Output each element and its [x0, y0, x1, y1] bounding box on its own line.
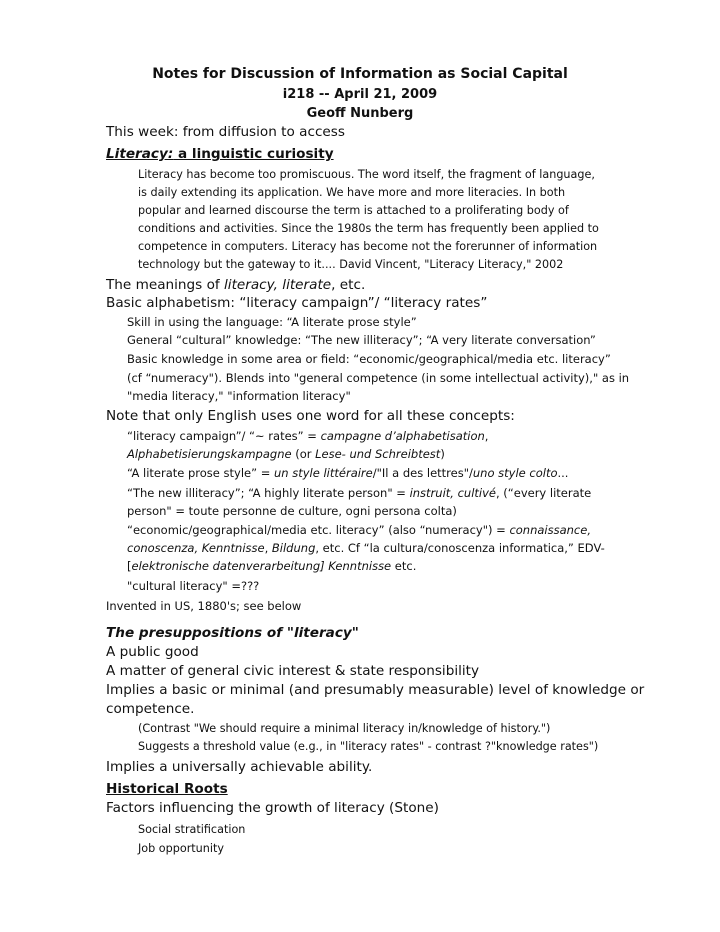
translation-line — [127, 560, 416, 574]
section-heading-historical-roots: Historical Roots — [106, 781, 228, 797]
translation-text: , (“every literate — [495, 486, 592, 500]
author-name: Geoff Nunberg — [306, 106, 414, 121]
heading-italic-part: Literacy: — [106, 146, 174, 162]
presupposition-line: A matter of general civic interest & state responsibility — [106, 663, 480, 679]
translation-text: [ — [127, 559, 132, 573]
translation-line — [127, 467, 568, 481]
quote-line: popular and learned discourse the term is attached to a proliferating body of — [138, 204, 569, 217]
document-title: Notes for Discussion of Information as Social Capital — [152, 66, 568, 82]
meanings-italic: literacy, literate — [224, 277, 332, 293]
invented-line: Invented in US, 1880's; see below — [106, 599, 302, 613]
translation-line: person" = toute personne de culture, ogni persona colta) — [127, 504, 457, 518]
presupposition-line: Implies a universally achievable ability. — [106, 759, 373, 775]
section-heading-presuppositions: The presuppositions of "literacy" — [106, 625, 359, 641]
translation-term: elektronische datenverarbeitung] Kenntnisse — [131, 559, 392, 573]
translation-line — [127, 430, 488, 444]
translation-text: , — [484, 429, 489, 443]
translation-text: ) — [440, 447, 445, 461]
quote-line: competence in computers. Literacy has become not the forerunner of information — [138, 240, 598, 253]
presupposition-line: competence. — [106, 701, 195, 717]
course-date: i218 -- April 21, 2009 — [282, 87, 438, 102]
translation-line — [127, 524, 591, 538]
translation-text: “literacy campaign”/ “~ rates” = — [127, 429, 321, 443]
meaning-item: Basic knowledge in some area or field: “economic/geographical/media etc. literacy” — [127, 352, 611, 366]
factor-item: Job opportunity — [138, 842, 224, 855]
meaning-item: "media literacy," "information literacy" — [127, 389, 351, 403]
translation-term: campagne d’alphabetisation — [320, 429, 485, 443]
quote-line: Literacy has become too promiscuous. The word itself, the fragment of language, — [138, 168, 595, 181]
meaning-item: (cf “numeracy"). Blends into "general competence (in some intellectual activity)," as in — [127, 371, 630, 385]
presupposition-subline: Suggests a threshold value (e.g., in "literacy rates" - contrast ?"knowledge rates") — [138, 740, 599, 753]
basic-alphabetism-line: Basic alphabetism: “literacy campaign”/ “literacy rates” — [106, 295, 488, 311]
translation-text: ... — [557, 466, 569, 480]
meaning-item: General “cultural” knowledge: “The new illiteracy”; “A very literate conversation” — [127, 333, 596, 347]
translation-text: “A literate prose style” = — [127, 466, 275, 480]
translation-term: Lese- und Schreibtest — [315, 447, 441, 461]
quote-line: conditions and activities. Since the 1980s the term has frequently been applied to — [138, 222, 599, 235]
translation-term: instruit, cultivé — [409, 486, 496, 500]
section-heading-literacy — [106, 146, 334, 162]
translation-term: Bildung — [271, 541, 316, 555]
quote-line: technology but the gateway to it.... David Vincent, "Literacy Literacy," 2002 — [138, 258, 564, 271]
meanings-pre: The meanings of — [106, 277, 225, 293]
meanings-line — [106, 277, 365, 293]
translation-text: , — [264, 541, 272, 555]
heading-rest-part: a linguistic curiosity — [173, 146, 334, 162]
presupposition-line: A public good — [106, 644, 199, 660]
presupposition-line: Implies a basic or minimal (and presumably measurable) level of knowledge or — [106, 682, 645, 698]
translation-term: Alphabetisierungskampagne — [127, 447, 292, 461]
translation-text: etc. — [391, 559, 417, 573]
translation-line — [127, 542, 605, 556]
translation-line: "cultural literacy" =??? — [127, 579, 260, 593]
factors-line: Factors influencing the growth of literacy (Stone) — [106, 800, 439, 816]
meanings-post: , etc. — [331, 277, 366, 293]
intro-line: This week: from diffusion to access — [106, 124, 345, 140]
translation-text: (or — [291, 447, 316, 461]
quote-line: is daily extending its application. We have more and more literacies. In both — [138, 186, 566, 199]
factor-item: Social stratification — [138, 823, 246, 836]
translation-term: conoscenza, Kenntnisse — [127, 541, 265, 555]
translation-text: , etc. Cf “la cultura/conoscenza informatica,” EDV- — [315, 541, 605, 555]
translation-text: “The new illiteracy”; “A highly literate person" = — [127, 486, 410, 500]
translation-term: connaissance, — [509, 523, 591, 537]
presupposition-subline: (Contrast "We should require a minimal literacy in/knowledge of history.") — [138, 722, 551, 735]
translation-term: uno style colto — [472, 466, 558, 480]
translation-line — [127, 487, 591, 501]
translation-text: “economic/geographical/media etc. literacy” (also “numeracy") = — [127, 523, 510, 537]
translation-line — [127, 448, 445, 462]
note-line: Note that only English uses one word for all these concepts: — [106, 408, 515, 424]
translation-text: /"Il a des lettres"/ — [372, 466, 473, 480]
translation-term: un style littéraire — [274, 466, 373, 480]
meaning-item: Skill in using the language: “A literate prose style” — [127, 315, 417, 329]
